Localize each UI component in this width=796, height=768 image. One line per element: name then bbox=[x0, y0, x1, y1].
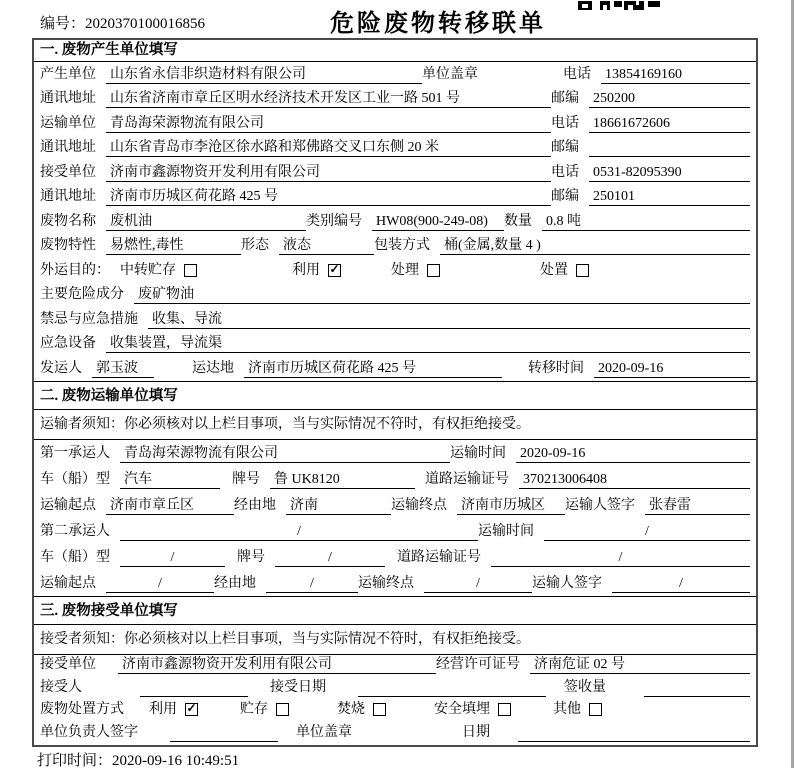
form-row bbox=[34, 62, 756, 87]
field-value bbox=[170, 724, 278, 742]
form-row bbox=[34, 136, 756, 161]
checkbox-label: 安全填埋 bbox=[434, 702, 490, 717]
transfer-form-table bbox=[32, 38, 758, 747]
form-row bbox=[34, 234, 756, 259]
spacer bbox=[546, 696, 564, 697]
spacer bbox=[225, 566, 237, 567]
field-label: 废物特性 bbox=[40, 238, 96, 253]
spacer bbox=[488, 83, 563, 84]
field-label: 禁忌与应急措施 bbox=[40, 311, 138, 327]
field-value: 2020-09-16 bbox=[594, 360, 750, 378]
form-row bbox=[34, 258, 756, 283]
field-label: 运输起点 bbox=[40, 575, 96, 591]
checkbox-icon bbox=[276, 703, 289, 716]
field-value: 山东省济南市章丘区明水经济技术开发区工业一路 501 号 bbox=[106, 90, 551, 108]
field-value: / bbox=[612, 575, 750, 593]
field-value: 济南市鑫源物资开发利用有限公司 bbox=[118, 656, 436, 674]
page-edge-line bbox=[791, 0, 794, 768]
spacer bbox=[616, 696, 644, 697]
field-value: 收集装置，导流渠 bbox=[106, 335, 750, 353]
checkbox-label: 贮存 bbox=[240, 702, 268, 717]
field-value: / bbox=[424, 575, 532, 593]
field-label: 类别编号 bbox=[306, 213, 362, 229]
checkbox-label: 其他 bbox=[553, 702, 581, 717]
checkbox-label: 中转贮存 bbox=[120, 262, 176, 278]
field-value: HW08(900-249-08) bbox=[372, 213, 504, 231]
spacer bbox=[197, 279, 292, 280]
field-label: 运输人签字 bbox=[565, 497, 635, 513]
field-value: 250200 bbox=[589, 90, 750, 108]
field-label: 电话 bbox=[551, 115, 579, 131]
spacer bbox=[385, 566, 397, 567]
form-row bbox=[34, 677, 756, 700]
print-time-label: 打印时间： bbox=[37, 753, 113, 768]
field-label: 废物处置方式 bbox=[40, 702, 124, 717]
field-value: 青岛海荣源物流有限公司 bbox=[106, 115, 551, 133]
section-2 bbox=[34, 381, 756, 596]
print-time-value: 2020-09-16 10:49:51 bbox=[112, 753, 240, 768]
spacer bbox=[500, 741, 518, 742]
checkbox-icon bbox=[373, 703, 386, 716]
checkbox-icon bbox=[498, 703, 511, 716]
field-value: 桶(金属,数量 4 ) bbox=[440, 237, 750, 255]
spacer bbox=[511, 718, 553, 719]
checkbox-label: 处理 bbox=[391, 262, 419, 278]
checkbox-icon bbox=[576, 264, 589, 277]
field-label: 废物名称 bbox=[40, 213, 96, 229]
spacer bbox=[154, 377, 192, 378]
checkbox-label: 焚烧 bbox=[337, 702, 365, 717]
doc-number bbox=[40, 12, 205, 33]
field-label: 运输人签字 bbox=[532, 575, 602, 591]
notice-row: 运输者须知：你必须核对以上栏目事项，当与实际情况不符时，有权拒绝接受。 bbox=[34, 410, 756, 440]
field-value: 鲁 UK8120 bbox=[270, 471, 415, 489]
field-value: 山东省青岛市李沧区徐水路和郑佛路交叉口东侧 20 米 bbox=[106, 139, 551, 157]
field-value bbox=[518, 724, 750, 742]
checkbox-icon bbox=[184, 264, 197, 277]
checkbox-checked-icon bbox=[328, 264, 341, 277]
spacer bbox=[440, 279, 540, 280]
form-row bbox=[34, 307, 756, 332]
field-label: 接受日期 bbox=[270, 679, 326, 695]
section-title: 三. 废物接受单位填写 bbox=[34, 596, 756, 625]
section-3 bbox=[34, 596, 756, 745]
field-label: 经由地 bbox=[214, 575, 256, 591]
spacer bbox=[134, 718, 149, 719]
field-value bbox=[358, 679, 546, 697]
field-label: 日期 bbox=[462, 724, 490, 740]
field-label: 道路运输证号 bbox=[425, 471, 509, 487]
field-label: 电话 bbox=[551, 164, 579, 180]
field-value: 0.8 吨 bbox=[542, 213, 750, 231]
field-value: / bbox=[275, 549, 385, 567]
field-value: 青岛海荣源物流有限公司 bbox=[120, 445, 450, 463]
field-label: 运输时间 bbox=[450, 445, 506, 461]
field-label: 邮编 bbox=[551, 91, 579, 106]
field-label: 签收量 bbox=[564, 679, 606, 695]
form-row bbox=[34, 518, 756, 544]
field-value: 液态 bbox=[279, 237, 374, 255]
spacer bbox=[289, 718, 337, 719]
form-row bbox=[34, 356, 756, 381]
field-value: 济南市章丘区 bbox=[106, 497, 234, 515]
field-label: 转移时间 bbox=[528, 360, 584, 376]
field-value: / bbox=[120, 523, 478, 541]
field-label: 电话 bbox=[563, 66, 591, 82]
field-label: 通讯地址 bbox=[40, 140, 96, 155]
field-label: 第一承运人 bbox=[40, 445, 110, 461]
field-label: 发运人 bbox=[40, 360, 82, 376]
field-value: 张春雷 bbox=[645, 497, 750, 515]
checkbox-icon bbox=[589, 703, 602, 716]
field-value: 济南市历城区荷花路 425 号 bbox=[106, 188, 551, 206]
field-label: 车（船）型 bbox=[40, 549, 110, 565]
field-value bbox=[589, 139, 750, 157]
field-value: 废机油 bbox=[106, 213, 306, 231]
form-row bbox=[34, 466, 756, 492]
field-value: 13854169160 bbox=[601, 66, 750, 84]
field-value: 济南 bbox=[286, 497, 391, 515]
print-time bbox=[37, 749, 239, 768]
field-value: 山东省永信非织造材料有限公司 bbox=[106, 66, 422, 84]
field-label: 经由地 bbox=[234, 497, 276, 513]
form-row bbox=[34, 283, 756, 308]
field-label: 数量 bbox=[504, 213, 532, 229]
field-label: 通讯地址 bbox=[40, 189, 96, 204]
field-value: 废矿物油 bbox=[134, 286, 750, 304]
field-label: 接受单位 bbox=[40, 164, 96, 180]
field-label: 车（船）型 bbox=[40, 471, 110, 487]
field-label: 单位负责人签字 bbox=[40, 724, 138, 740]
spacer bbox=[248, 696, 270, 697]
field-value bbox=[140, 679, 248, 697]
field-value: / bbox=[491, 549, 750, 567]
section-1 bbox=[34, 40, 756, 381]
field-value: 郭玉波 bbox=[92, 360, 154, 378]
qr-code-fragment-icon bbox=[578, 0, 660, 10]
spacer bbox=[336, 696, 358, 697]
field-label: 接受人 bbox=[40, 679, 82, 695]
form-row bbox=[34, 440, 756, 466]
field-label: 接受单位 bbox=[40, 657, 96, 672]
field-label: 经营许可证号 bbox=[436, 657, 520, 672]
spacer bbox=[341, 279, 391, 280]
doc-number-label: 编号： bbox=[40, 16, 86, 32]
field-label: 主要危险成分 bbox=[40, 287, 124, 302]
spacer bbox=[198, 718, 240, 719]
form-row bbox=[34, 570, 756, 596]
field-value bbox=[644, 679, 750, 697]
field-value: 18661672606 bbox=[589, 115, 750, 133]
checkbox-icon bbox=[427, 264, 440, 277]
field-label: 应急设备 bbox=[40, 336, 96, 351]
form-row bbox=[34, 332, 756, 357]
form-row bbox=[34, 544, 756, 570]
form-row bbox=[34, 722, 756, 745]
spacer bbox=[502, 377, 528, 378]
field-label: 运输时间 bbox=[478, 523, 534, 539]
field-value: 易燃性,毒性 bbox=[106, 237, 241, 255]
spacer bbox=[362, 741, 462, 742]
field-label: 邮编 bbox=[551, 140, 579, 155]
field-label: 运输终点 bbox=[391, 497, 447, 513]
form-row bbox=[34, 185, 756, 210]
checkbox-label: 利用 bbox=[292, 262, 320, 278]
field-value: 济南市历城区 bbox=[457, 497, 565, 515]
spacer bbox=[92, 696, 140, 697]
field-value: 济南市鑫源物资开发利用有限公司 bbox=[106, 164, 551, 182]
form-row bbox=[34, 111, 756, 136]
field-value: 250101 bbox=[589, 188, 750, 206]
field-label: 第二承运人 bbox=[40, 523, 110, 539]
field-label: 包装方式 bbox=[374, 238, 430, 253]
field-value: 2020-09-16 bbox=[516, 445, 750, 463]
notice-row: 接受者须知：你必须核对以上栏目事项，当与实际情况不符时，有权拒绝接受。 bbox=[34, 625, 756, 655]
field-label: 运达地 bbox=[192, 360, 234, 376]
field-label: 单位盖章 bbox=[296, 724, 352, 740]
field-label: 运输终点 bbox=[358, 575, 414, 591]
field-label: 牌号 bbox=[232, 471, 260, 487]
checkbox-label: 处置 bbox=[540, 262, 568, 278]
field-value: / bbox=[120, 549, 225, 567]
spacer bbox=[415, 488, 425, 489]
field-label: 单位盖章 bbox=[422, 66, 478, 82]
spacer bbox=[106, 673, 118, 674]
checkbox-label: 利用 bbox=[149, 702, 177, 717]
form-title: 危险废物转移联单 bbox=[330, 11, 546, 37]
field-label: 通讯地址 bbox=[40, 91, 96, 106]
section-title: 二. 废物运输单位填写 bbox=[34, 381, 756, 410]
form-row bbox=[34, 492, 756, 518]
field-value: 0531-82095390 bbox=[589, 164, 750, 182]
field-value: 370213006408 bbox=[519, 471, 750, 489]
field-label: 形态 bbox=[241, 238, 269, 253]
checkbox-checked-icon bbox=[185, 703, 198, 716]
spacer bbox=[278, 741, 296, 742]
field-value: 汽车 bbox=[120, 471, 220, 489]
field-label: 运输起点 bbox=[40, 497, 96, 513]
field-label: 外运目的： bbox=[40, 262, 110, 278]
field-label: 产生单位 bbox=[40, 66, 96, 82]
spacer bbox=[148, 741, 170, 742]
field-label: 邮编 bbox=[551, 189, 579, 204]
field-label: 牌号 bbox=[237, 549, 265, 565]
field-value: 收集、导流 bbox=[148, 311, 750, 329]
field-value: 济南市历城区荷花路 425 号 bbox=[244, 360, 502, 378]
section-title: 一. 废物产生单位填写 bbox=[34, 40, 756, 62]
form-row bbox=[34, 160, 756, 185]
form-row bbox=[34, 655, 756, 678]
doc-number-value: 2020370100016856 bbox=[85, 16, 206, 32]
form-row bbox=[34, 700, 756, 723]
field-value: 济南危证 02 号 bbox=[530, 656, 750, 674]
spacer bbox=[220, 488, 232, 489]
field-label: 运输单位 bbox=[40, 115, 96, 131]
form-row bbox=[34, 209, 756, 234]
field-value: / bbox=[106, 575, 214, 593]
field-value: / bbox=[266, 575, 358, 593]
form-row bbox=[34, 87, 756, 112]
field-label: 道路运输证号 bbox=[397, 549, 481, 565]
field-value: / bbox=[544, 523, 750, 541]
spacer bbox=[386, 718, 434, 719]
